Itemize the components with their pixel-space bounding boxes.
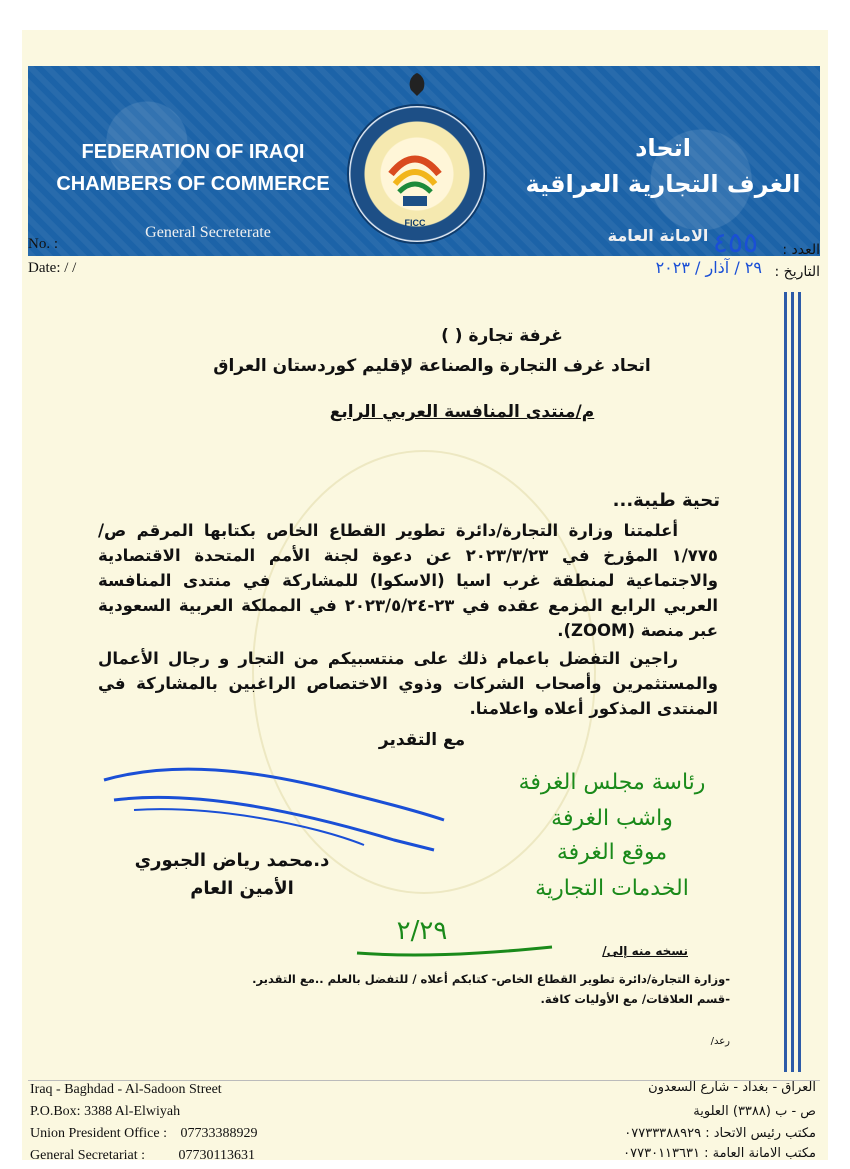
en-title-line1: FEDERATION OF IRAQI <box>81 141 305 163</box>
copies-heading: نسخه منه إلى/ <box>602 944 688 958</box>
seal-label: FICC <box>404 218 426 228</box>
signatory-name: د.محمد رياض الجبوري <box>134 850 330 871</box>
footer-en-president-phone: 07733388929 <box>180 1126 258 1141</box>
letterhead-en-title <box>48 136 338 200</box>
copies-line-1: -وزارة التجارة/دائرة تطوير القطاع الخاص- كتابكم أعلاه / للتفضل بالعلم ..مع التقدير. <box>252 972 730 986</box>
footer-ar-secretariat: مكتب الامانة العامة : ٠٧٧٣٠١١٣٦٣١ <box>623 1146 816 1160</box>
ficc-seal-logo <box>347 104 487 244</box>
handwritten-note-1: رئاسة مجلس الغرفة <box>518 770 706 795</box>
handwritten-note-3: موقع الغرفة <box>556 840 668 865</box>
handwritten-date: ٢٩ / آذار / ٢٠٢٣ <box>655 258 762 277</box>
footer-en-president-label: Union President Office : <box>30 1126 167 1141</box>
signatory-title: الأمين العام <box>190 878 294 899</box>
footer-en-secretariat-label: General Secretariat : <box>30 1148 146 1160</box>
handwritten-note-2: واشب الغرفة <box>551 806 673 831</box>
addressee-line1: غرفة تجارة ( ) <box>441 326 563 346</box>
footer-en-address: Iraq - Baghdad - Al-Sadoon Street <box>30 1082 222 1097</box>
body-paragraph-2: راجين التفضل باعمام ذلك على منتسبيكم من التجار و رجال الأعمال والمستثمرين وأصحاب الشركات وذوي الاختصاص الراغبين بالمشاركة في المنتدى المذكور أعلاه واعلامنا. <box>98 649 718 718</box>
ar-date-label: التاريخ : <box>774 264 820 280</box>
emblem-icon <box>402 70 432 100</box>
ar-no-label: العدد : <box>782 242 820 258</box>
margin-line-3 <box>798 292 801 1072</box>
margin-line-1 <box>784 292 787 1072</box>
date-label: Date: / / <box>28 260 77 276</box>
green-underline <box>352 935 562 965</box>
en-title-line2: CHAMBERS OF COMMERCE <box>56 173 330 195</box>
letterhead-en-subtitle: General Secreterate <box>145 224 271 241</box>
margin-line-2 <box>791 292 794 1072</box>
letterhead-ar-subtitle: الامانة العامة <box>607 226 709 245</box>
copies-line-2: -قسم العلاقات/ مع الأوليات كافة. <box>540 992 730 1006</box>
handwritten-number: ٤٥٥ <box>712 226 758 259</box>
green-date-note: ٢/٢٩ <box>396 916 448 946</box>
ar-title-line2: الغرف التجارية العراقية <box>525 170 801 198</box>
no-label: No. : <box>28 236 58 252</box>
body-paragraph-1: أعلمتنا وزارة التجارة/دائرة تطوير القطاع الخاص بكتابها المرقم ص/١/٧٧٥ المؤرخ في ٢٠٢٣/٣/٢٣ عن دعوة لجنة الأمم المتحدة الاقتصادية والاجتماعية لمنطقة غرب اسيا (الاسكوا) للمشاركة في منتدى المنافسة العربي الرابع المزمع عقده في ٢٣-٢٠٢٣/٥/٢٤ في المملكة العربية السعودية عبر منصة (ZOOM). <box>98 521 718 640</box>
footer-en-secretariat-phone: 07730113631 <box>178 1148 256 1160</box>
letterhead-ar-title <box>518 130 808 202</box>
handwritten-note-4: الخدمات التجارية <box>535 876 689 901</box>
footer-ar-pobox: ص - ب (٣٣٨٨) العلوية <box>693 1104 816 1119</box>
greeting: تحية طيبة... <box>612 490 720 511</box>
footer-en-president <box>30 1126 258 1142</box>
letter-page <box>22 30 828 1160</box>
footer-ar-president: مكتب رئيس الاتحاد : ٠٧٧٣٣٣٨٨٩٢٩ <box>624 1126 816 1141</box>
copies-initials: رعد/ <box>710 1036 730 1047</box>
ar-title-line1: اتحاد <box>635 134 691 162</box>
addressee-line2: اتحاد غرف التجارة والصناعة لإقليم كوردستان العراق <box>213 356 651 376</box>
closing-regards: مع التقدير <box>378 730 466 750</box>
footer-en-pobox: P.O.Box: 3388 Al-Elwiyah <box>30 1104 181 1119</box>
footer-ar-address: العراق - بغداد - شارع السعدون <box>648 1080 816 1095</box>
footer-en-secretariat <box>30 1148 255 1160</box>
subject-line: م/منتدى المنافسة العربي الرابع <box>329 402 595 422</box>
